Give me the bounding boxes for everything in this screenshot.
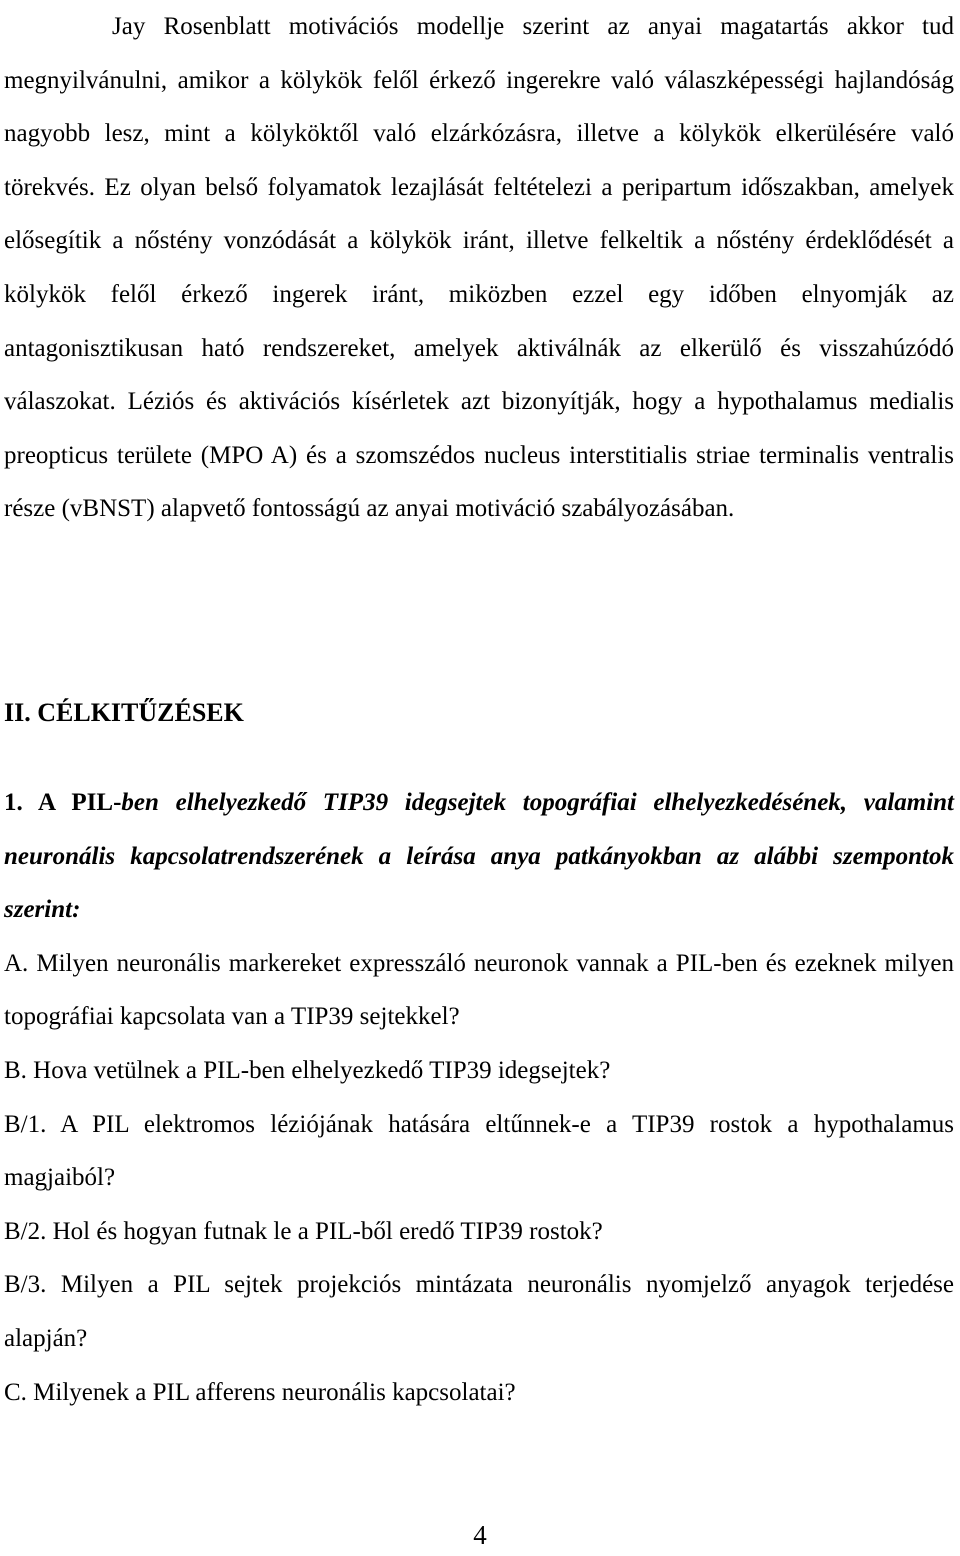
- aim-title-text: ben elhelyezkedő TIP39 idegsejtek topográfiai elhelyezkedésének, valamint neuronális kapcsolatrendszerének a leírása anya patkányokban az alábbi szempontok szerint:: [4, 789, 955, 924]
- aims-block: [4, 776, 954, 1419]
- question-c: C. Milyenek a PIL afferens neuronális kapcsolatai?: [4, 1378, 516, 1406]
- question-a: A. Milyen neuronális markereket expresszáló neuronok vannak a PIL-ben és ezeknek milyen topográfiai kapcsolata van a TIP39 sejtekkel?: [4, 949, 954, 1031]
- aim-prefix: 1. A PIL-: [4, 789, 122, 816]
- question-b: B. Hova vetülnek a PIL-ben elhelyezkedő TIP39 idegsejtek?: [4, 1056, 611, 1084]
- question-b3: B/3. Milyen a PIL sejtek projekciós mintázata neuronális nyomjelző anyagok terjedése alapján?: [4, 1271, 954, 1352]
- aim-title: [4, 776, 954, 937]
- page-number: 4: [473, 1520, 487, 1550]
- document-page: [4, 0, 955, 1406]
- section-heading: II. CÉLKITŰZÉSEK: [4, 698, 244, 727]
- question-b1: B/1. A PIL elektromos léziójának hatására eltűnnek-e a TIP39 rostok a hypothalamus magjaiból?: [4, 1110, 954, 1192]
- intro-paragraph: Jay Rosenblatt motivációs modellje szerint az anyai magatartás akkor tud megnyilvánulni, amikor a kölykök felől érkező ingerekre való válaszképességi hajlandóság nagyobb lesz, mint a kölyköktől való elzárkózásra, illetve a kölykök elkerülésére való törekvés. Ez olyan belső folyamatok lezajlását feltételezi a peripartum időszakban, amelyek elősegítik a nőstény vonzódását a kölykök iránt, illetve felkeltik a nőstény érdeklődését a kölykök felől érkező ingerek iránt, miközben ezzel egy időben elnyomják az antagonisztikusan ható rendszereket, amelyek aktiválnák az elkerülő és visszahúzódó válaszokat. Léziós és aktivációs kísérletek azt bizonyítják, hogy a hypothalamus medialis preopticus területe (MPO A) és a szomszédos nucleus interstitialis striae terminalis ventralis része (vBNST) alapvető fontosságú az anyai motiváció szabályozásában.: [4, 13, 954, 523]
- question-b2: B/2. Hol és hogyan futnak le a PIL-ből eredő TIP39 rostok?: [4, 1217, 603, 1245]
